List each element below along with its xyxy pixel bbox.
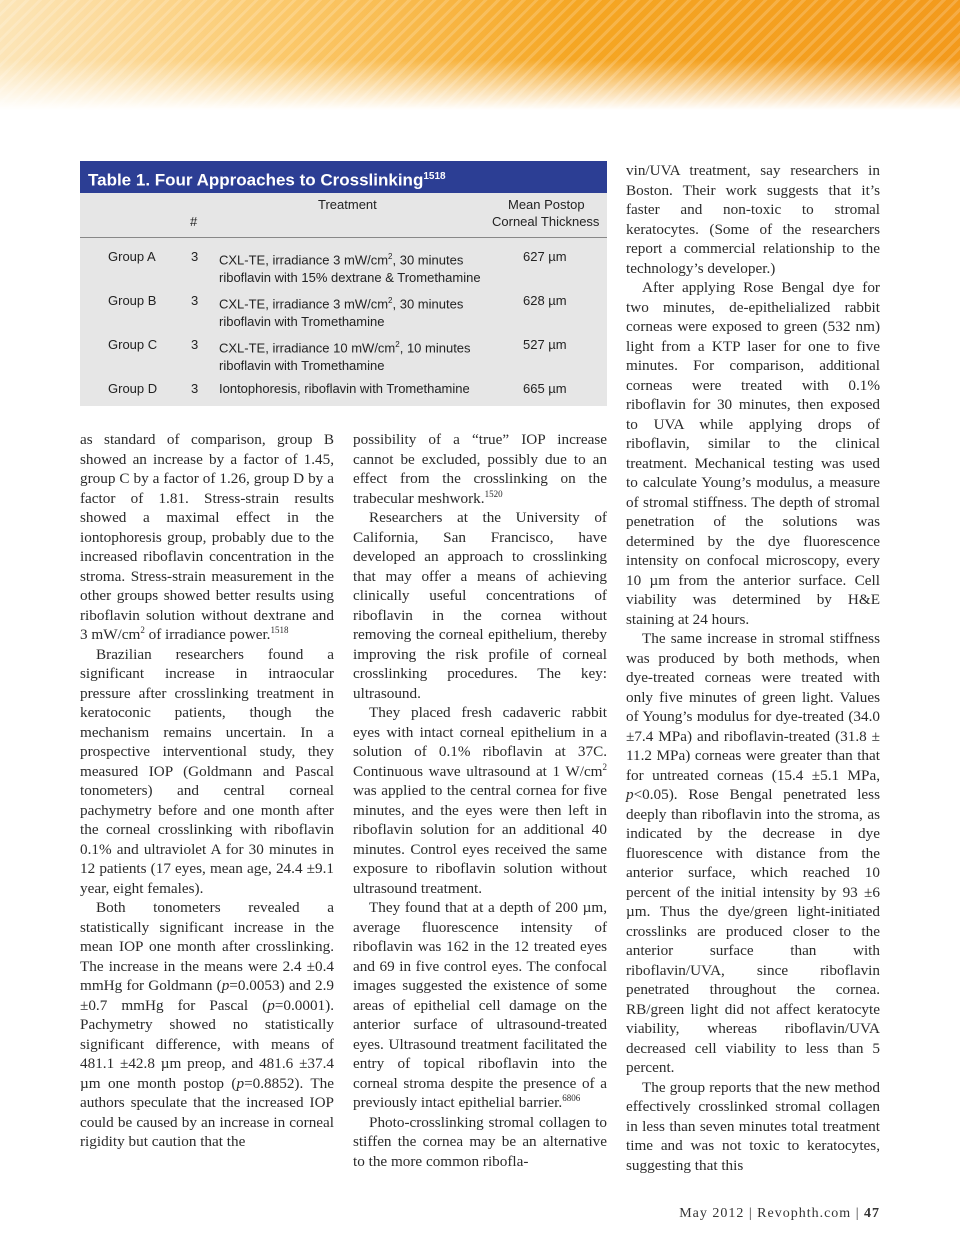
row-group: Group A bbox=[108, 249, 156, 264]
paragraph: as standard of comparison, group B showed an increase by a factor of 1.45, group C by a factor of 1.26, group D by a factor of 1.81. Stress-strain results showed a maximal effect in the iontophoresis group, probably due to the increased riboflavin concentration in the stroma. Stress-strain measurement in the other groups showed better results using riboflavin solution without dextrane and 3 $mW/cm^2$ of irradiance power.$^{1518}$ bbox=[80, 431, 334, 643]
article-column-1 bbox=[80, 430, 334, 1152]
page-number: 47 bbox=[864, 1206, 880, 1221]
paragraph: possibility of a “true” IOP increase cannot be excluded, possibly due to an effect from the crosslinking on the trabecular meshwork.$^{1520}$ bbox=[353, 431, 607, 507]
table-header bbox=[80, 193, 607, 238]
row-num: 3 bbox=[191, 337, 199, 352]
paragraph: Researchers at the University of California, San Francisco, have developed an approach to crosslinking that may offer a means of achieving clinically useful concentrations of riboflavin in the cornea without removing the corneal epithelium, thereby improving the risk profile of corneal crosslinking procedures. The key: ultrasound. bbox=[353, 509, 607, 702]
row-thickness: 628 µm bbox=[523, 293, 567, 308]
table-row bbox=[80, 380, 607, 406]
row-treatment: CXL-TE, irradiance 3 $mW/cm^2$, 30 minutes riboflavin with 15% dextrane & Tromethamine bbox=[219, 252, 481, 286]
row-treatment: CXL-TE, irradiance 3 $mW/cm^2$, 30 minutes riboflavin with Tromethamine bbox=[219, 296, 464, 330]
banner-fade bbox=[0, 60, 960, 110]
row-group: Group C bbox=[108, 337, 158, 352]
row-thickness: 627 µm bbox=[523, 249, 567, 264]
table-row bbox=[80, 336, 607, 380]
page-footer: May 2012 | Revophth.com | 47 bbox=[679, 1206, 880, 1221]
paragraph: Both tonometers revealed a statistically significant increase in the mean IOP one month after crosslinking. The increase in the means were 2.4 ±0.4 mmHg for Goldmann (p=0.0053) and 2.9 ±0.7 mmHg for Pascal (p=0.0001). Pachymetry showed no statistically significant difference, with means of 481.1 ±42.8 µm preop, and 481.6 ±37.4 µm one month postop (p=0.8852). The authors speculate that the increased IOP could be caused by an increase in corneal rigidity but caution that the bbox=[80, 899, 335, 1150]
article-column-2 bbox=[353, 430, 607, 1171]
row-group: Group B bbox=[108, 293, 157, 308]
table-row bbox=[80, 292, 607, 336]
row-thickness: 527 µm bbox=[523, 337, 567, 352]
paragraph: Brazilian researchers found a significant increase in intraocular pressure after crosslinking treatment in keratoconic patients, though the mechanism remains uncertain. In a prospective interventional study, they measured IOP (Goldmann and Pascal tonometers) and central corneal pachymetry before and one month after the corneal crosslinking with riboflavin 0.1% and ultraviolet A for 30 minutes in 12 patients (17 eyes, mean age, 24.4 ±9.1 year, eight females). bbox=[80, 645, 334, 897]
header-thickness-line1: Mean Postop bbox=[508, 197, 585, 212]
row-treatment: CXL-TE, irradiance 10 $mW/cm^2$, 10 minutes riboflavin with Tromethamine bbox=[219, 340, 471, 374]
paragraph: The same increase in stromal stiffness was produced by both methods, when dye-treated corneas were treated with only five minutes of green light. Values of Young’s modulus for dye-treated (34.0 ±7.4 MPa) and riboflavin-treated (31.8 ± 11.2 MPa) corneas were greater than that for untreated corneas (15.4 ±5.1 MPa, p<0.05). Rose Bengal penetrated less deeply than riboflavin into the stroma, as indicated by the decrease in dye fluorescence with distance from the anterior surface, which reached 10 percent of the initial intensity by 93 ±6 µm. Thus the dye/green light-initiated crosslinks are produced closer to the anterior surface than with riboflavin/UVA, since riboflavin penetrated throughout the cornea. RB/green light did not affect keratocyte viability, whereas riboflavin/UVA decreased cell viability to less than 5 percent. bbox=[626, 630, 880, 1076]
table-title: Table 1. Four Approaches to Crosslinking$^{1518}$ bbox=[80, 161, 607, 193]
header-treatment: Treatment bbox=[318, 197, 377, 212]
table-row bbox=[80, 248, 607, 292]
paragraph: vin/UVA treatment, say researchers in Boston. Their work suggests that it’s faster and non-toxic to stromal keratocytes. (Some of the researchers report a commercial relationship to the technology’s developer.) bbox=[626, 162, 880, 277]
crosslinking-table bbox=[80, 161, 607, 406]
paragraph: They found that at a depth of 200 µm, average fluorescence intensity of riboflavin was 162 in the 12 treated eyes and 69 in five control eyes. The confocal images suggested the existence of some areas of epithelial cell damage on the anterior surface of ultrasound-treated eyes. Ultrasound treatment facilitated the entry of topical riboflavin into the corneal stroma despite the presence of a previously intact epithelial barrier.$^{6806}$ bbox=[353, 899, 607, 1111]
paragraph: After applying Rose Bengal dye for two minutes, de-epithelialized rabbit corneas were exposed to green (532 nm) light from a KTP laser for one to five minutes. For comparison, additional corneas were treated with 0.1% riboflavin for 30 minutes, then exposed to UVA while applying drops of riboflavin, similar to the clinical treatment. Mechanical testing was used to calculate Young’s modulus, a measure of stromal stiffness. The depth of stromal penetration of the solutions was determined by the dye fluorescence intensity on confocal microscopy, every 10 µm from the anterior surface. Cell viability was determined by H&E staining at 24 hours. bbox=[626, 279, 880, 628]
row-num: 3 bbox=[191, 381, 199, 396]
paragraph: Photo-crosslinking stromal collagen to stiffen the cornea may be an alternative to the more common ribofla- bbox=[353, 1113, 607, 1170]
article-column-3 bbox=[626, 161, 880, 1175]
row-thickness: 665 µm bbox=[523, 381, 567, 396]
row-num: 3 bbox=[191, 293, 199, 308]
row-num: 3 bbox=[191, 249, 199, 264]
row-treatment: Iontophoresis, riboflavin with Tromethamine bbox=[219, 381, 470, 396]
paragraph: They placed fresh cadaveric rabbit eyes with intact corneal epithelium in a solution of 0.1% riboflavin at 37C. Continuous wave ultrasound at 1 $W/cm^2$ was applied to the central cornea for five minutes, and the eyes were then left in riboflavin solution for an additional 40 minutes. Control eyes received the same exposure to riboflavin solution without ultrasound treatment. bbox=[353, 704, 607, 897]
header-num: # bbox=[190, 214, 198, 229]
paragraph: The group reports that the new method effectively crosslinked stromal collagen in less than seven minutes total treatment time and was not toxic to keratocytes, suggesting that this bbox=[626, 1078, 880, 1174]
row-group: Group D bbox=[108, 381, 158, 396]
header-thickness-line2: Corneal Thickness bbox=[492, 214, 600, 229]
